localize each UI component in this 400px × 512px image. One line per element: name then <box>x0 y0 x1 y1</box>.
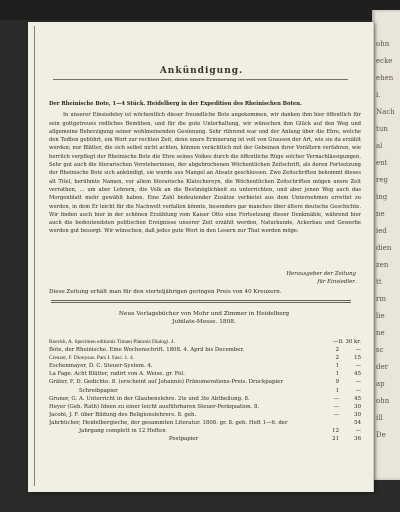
signature-line: Herausgeber der Zeitung <box>286 271 356 277</box>
book-entry <box>49 370 361 378</box>
book-title: Postpapier <box>169 436 199 443</box>
announcement-text <box>49 100 361 239</box>
book-entry <box>49 378 361 386</box>
book-title: Gruner, G. A. Unterricht in der Glaubenslehre. 2te und 3te Abtheilung. 8. <box>49 395 250 402</box>
book-list <box>49 338 361 443</box>
adjacent-page-fragment: ne <box>376 329 385 337</box>
book-price-florin: — <box>333 411 339 418</box>
adjacent-page-fragment: tun <box>376 125 388 133</box>
adjacent-page-fragment: ap <box>376 380 385 388</box>
page-title: Ankündigung. <box>159 66 244 76</box>
book-title: Gräter, F. D. Gedichte. 8. (erscheint auf Johannis) Pränumerations-Preis. Druckpapier <box>49 379 283 386</box>
book-price-florin: 9 <box>335 379 339 386</box>
adjacent-page-fragment: ing <box>376 193 388 201</box>
signature <box>216 270 356 286</box>
book-price-kreuzer: — <box>355 387 361 394</box>
adjacent-page-fragment: ill <box>376 414 383 422</box>
book-title: Boeckh, A. Specimen editionis Timaei Platonis Dialogi. 4. <box>49 339 175 345</box>
book-list-heading <box>49 310 359 326</box>
book-price-kreuzer: — <box>355 428 361 435</box>
adjacent-page-fragment: zen <box>376 261 389 269</box>
announcement-opening: Der Rheinische Bote, 1—4 Stück. Heidelberg in der Expedition des Rheinischen Boten. <box>49 101 302 107</box>
book-price-florin: 2 <box>335 355 339 362</box>
book-entry <box>49 354 361 362</box>
adjacent-page-fragment: Nach <box>376 108 395 116</box>
book-price-florin: — <box>333 403 339 410</box>
book-entry <box>49 411 361 419</box>
adjacent-page-fragment: ehen <box>376 74 394 82</box>
book-title: Jahrbücher, Heidelbergische, der gesammten Literatur. 1808. gr. 8. geh. Heft 1—6. der <box>49 419 288 426</box>
book-price-kreuzer: — <box>355 363 361 370</box>
book-entry <box>49 338 361 346</box>
book-price-kreuzer: — <box>355 379 361 386</box>
signature-line: für Einsiedler. <box>317 279 356 285</box>
book-price-florin: 1 <box>335 363 339 370</box>
book-title: La Fage. Acht Blätter, radirt von A. Weise. gr. Fol. <box>49 371 185 378</box>
book-entry <box>49 403 361 411</box>
adjacent-page-fragment: rm <box>376 295 386 303</box>
price-notice: Diese Zeitung erhält man für den vierteljährigen geringen Preis von 40 Kreuzern. <box>49 289 282 295</box>
book-price-florin: — <box>333 395 339 402</box>
book-price-kreuzer: fl. 30 kr. <box>338 339 361 345</box>
book-price-kreuzer: 15 <box>354 355 361 362</box>
book-title: Heyer (Geh. Rath) Ideen zu einer leicht ausführbaren Steuer-Peräquation. 8. <box>49 403 260 410</box>
adjacent-page-fragment: ne <box>376 210 385 218</box>
book-list-heading-line: Jubilate-Messe. 1808. <box>172 319 236 325</box>
book-price-kreuzer: — <box>355 347 361 354</box>
backdrop <box>0 0 400 20</box>
document-page <box>28 22 374 492</box>
book-price-kreuzer: 30 <box>354 403 361 410</box>
adjacent-page-fragment: tt <box>376 278 382 286</box>
book-entry <box>49 362 361 370</box>
page-content <box>34 26 368 486</box>
adjacent-page-fragment: De <box>376 431 386 439</box>
adjacent-page-fragment: dien <box>376 244 392 252</box>
book-price-kreuzer: 45 <box>354 371 361 378</box>
book-title: Jacobi, J. F. über Bildung des Religionslehrers. 8. geh. <box>49 411 197 418</box>
book-entry <box>49 387 361 395</box>
book-price-kreuzer: 36 <box>354 436 361 443</box>
adjacent-page-fragment: der <box>376 363 388 371</box>
book-price-kreuzer: 45 <box>354 395 361 402</box>
book-title: Schreibpapier <box>79 387 118 394</box>
book-entry <box>49 427 361 435</box>
adjacent-page-fragment: al <box>376 142 383 150</box>
book-price-florin: 12 <box>332 428 339 435</box>
adjacent-page-fragment: ent <box>376 159 388 167</box>
adjacent-page-fragment: sc <box>376 346 384 354</box>
adjacent-page-fragment: ecke <box>376 57 393 65</box>
announcement-paragraph: In unserer Einsiedeley ist wöchentlich dieser freundliche Bote angekommen, wir danken ihm hier öffentlich für sein gottgetreues redliches Bemühen, und für die gute Unterhaltung, wir wünschen ihm Glück auf den Weg und allgemeine Beherzigung seiner wohlmeinenden Gesinnung. Sehr rührend war und der Anfang über die Ehre, welche den Todten gebührt, ein Wort zur rechten Zeit, denn unsre Erinnerung ist voll von Grausen der Art, wie sie da erzählt werden; nur Blätter, die sich selbst nicht achten, können verächtlich mit der Gebeinen ihrer Vorältern verfahren, wie herrlich verpflegt der Rheinische Bote die Ehre seines Volkes durch die öffentliche Rüge solcher Vernachlässigungen. Sehr gut auch die literarischen Vorsteherinnen, der abgebrochenen Wöchentlichen Zeitschrift, als deren Fortsetzung der Rheinische Bote sich ankündigt, sie wurde aus Mangel an Absatz geschlossen. Zwo Zeitschriften bekommt dieses alt Titel, berühmte Namen, vor allem literarische Klatschereyn, die Wöchentlichen Zeitschriften mögen unsre Zeit verrathen, ... um aber Lehrern, die Volk an die Bestmöglichkeit zu unterrichten, und aber jenen Weg auch das Morgenblatt mehr gewählt haben. Eine Zahl bedeutender Zusätze verbietet aus dem Unternehmen errettet zu werden, in dem Er leicht für die Nachwelt verfallen könnte, besonders gar manches über ältere deutsche Geschichte. Wir finden auch hier in der schönen Erzählung vom Kaiser Otto eine Fortsetzung dieser Denkmähle, während hier auch die bedeutendsten politischen Ereignisse unserer Zeit erzählt werden, Naturkunde, Ackerbau und Gewerbe werden gut besorgt. Wir wünschen, daß jedes gute Wort in den Lesern zur That werden möge. <box>49 112 361 235</box>
book-list-heading-line: Neue Verlagsbücher von Mohr und Zimmer in Heidelberg <box>118 311 290 317</box>
book-entry <box>49 346 361 354</box>
book-price-kreuzer: 30 <box>354 411 361 418</box>
adjacent-page-fragment: ohn <box>376 397 390 405</box>
book-title: Jahrgang complett in 12 Heften <box>79 428 166 435</box>
book-price-florin: — <box>333 339 339 345</box>
book-title: Creuzer, F. Dionysus. Pars I. Fasc. 1. 4. <box>49 355 134 362</box>
divider-rule <box>51 302 351 303</box>
book-entry <box>49 419 361 427</box>
adjacent-page <box>372 10 400 480</box>
book-title: Eschenmayer, D. C. Steuer-System. 4. <box>49 363 153 370</box>
adjacent-page-fragment: ied <box>376 227 387 235</box>
book-price-florin: 1 <box>335 371 339 378</box>
book-price-kreuzer: 54 <box>354 419 361 426</box>
book-title: Bote, der Rheinische. Eine Wochenschrift. 1808. 4. April bis December. <box>49 347 245 354</box>
divider-rule <box>51 300 351 301</box>
book-entry <box>49 395 361 403</box>
book-price-florin: 1 <box>335 387 339 394</box>
book-price-florin: 2 <box>335 347 339 354</box>
adjacent-page-fragment: i. <box>376 91 381 99</box>
title-rule <box>53 79 348 80</box>
adjacent-page-fragment: reg <box>376 176 388 184</box>
adjacent-page-fragment: lie <box>376 312 385 320</box>
adjacent-page-fragment: ohn <box>376 40 390 48</box>
book-price-florin: 21 <box>332 436 339 443</box>
book-entry <box>49 435 361 443</box>
